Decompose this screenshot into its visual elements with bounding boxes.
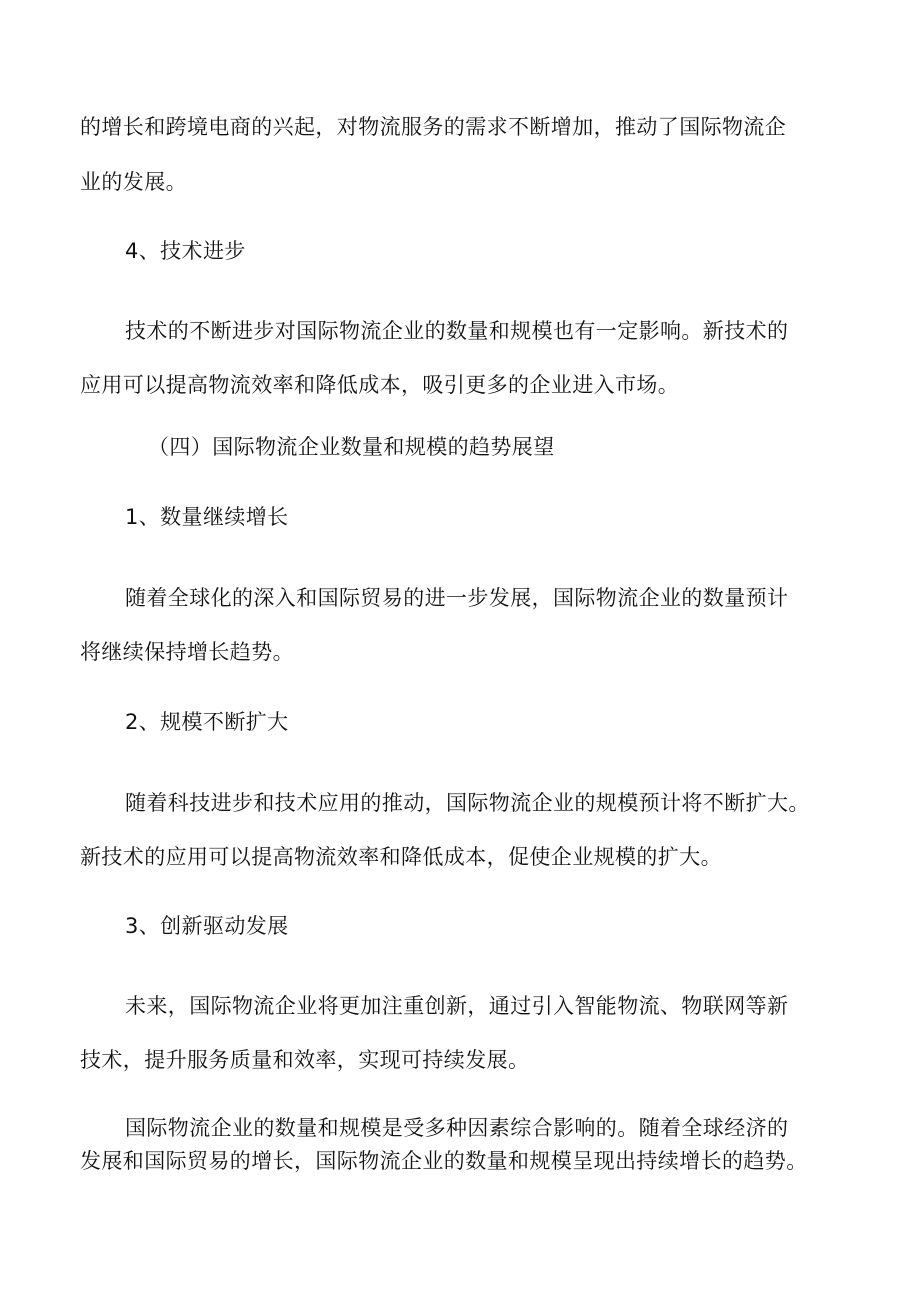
heading-technology-progress: 4、技术进步	[125, 239, 246, 263]
paragraph-line: 发展和国际贸易的增长，国际物流企业的数量和规模呈现出持续增长的趋势。	[80, 1149, 808, 1173]
paragraph-line: 国际物流企业的数量和规模是受多种因素综合影响的。随着全球经济的	[125, 1116, 789, 1140]
paragraph-line: 新技术的应用可以提高物流效率和降低成本，促使企业规模的扩大。	[80, 845, 722, 869]
heading-quantity-growth: 1、数量继续增长	[125, 505, 289, 529]
heading-innovation-driven: 3、创新驱动发展	[125, 914, 289, 938]
heading-scale-expansion: 2、规模不断扩大	[125, 710, 289, 734]
paragraph-line: 技术的不断进步对国际物流企业的数量和规模也有一定影响。新技术的	[125, 319, 789, 343]
section-heading-trend-outlook: （四）国际物流企业数量和规模的趋势展望	[148, 435, 555, 459]
paragraph-line: 随着全球化的深入和国际贸易的进一步发展，国际物流企业的数量预计	[125, 586, 789, 610]
paragraph-line: 未来，国际物流企业将更加注重创新，通过引入智能物流、物联网等新	[125, 994, 789, 1018]
paragraph-line: 随着科技进步和技术应用的推动，国际物流企业的规模预计将不断扩大。	[125, 791, 810, 815]
paragraph-line: 技术，提升服务质量和效率，实现可持续发展。	[80, 1048, 530, 1072]
paragraph-line: 业的发展。	[80, 170, 187, 194]
paragraph-line: 应用可以提高物流效率和降低成本，吸引更多的企业进入市场。	[80, 373, 680, 397]
paragraph-line: 的增长和跨境电商的兴起，对物流服务的需求不断增加，推动了国际物流企	[80, 115, 787, 139]
paragraph-line: 将继续保持增长趋势。	[80, 640, 294, 664]
